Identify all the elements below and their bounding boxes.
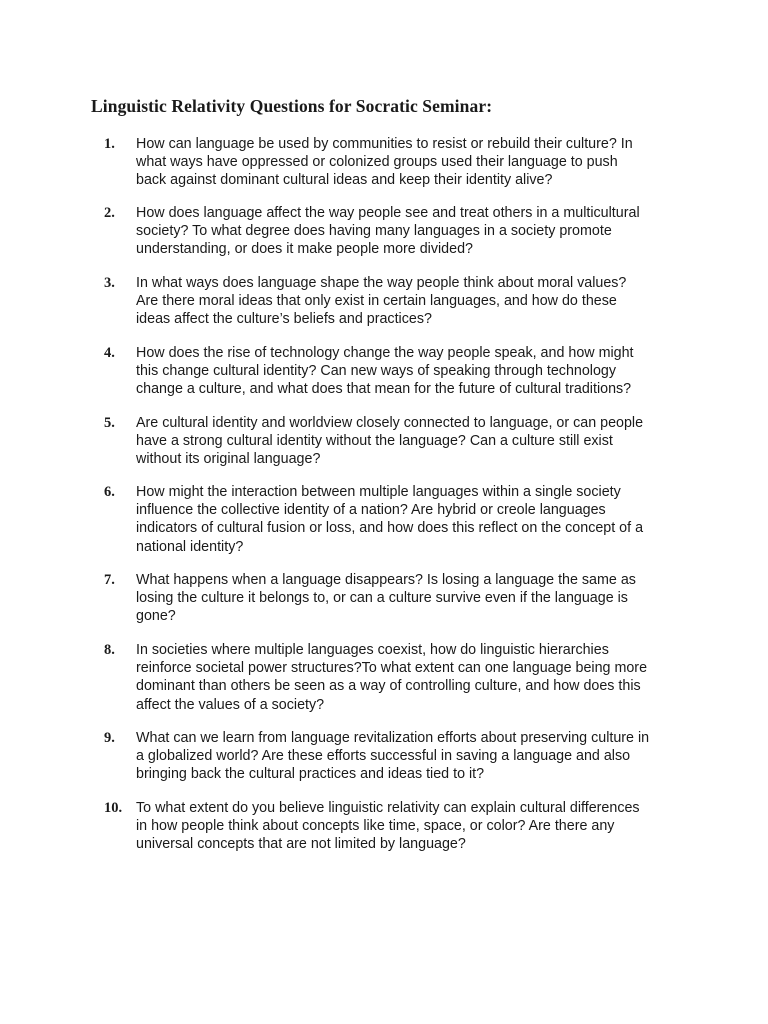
question-text: How can language be used by communities to resist or rebuild their culture? In what ways have oppressed or colonized groups used their language to push back against dominant cultural ideas and keep their identity alive?	[136, 136, 633, 189]
question-number: 4.	[104, 345, 115, 361]
question-text: What happens when a language disappears? Is losing a language the same as losing the culture it belongs to, or can a culture survive even if the language is gone?	[136, 572, 636, 625]
question-number: 2.	[104, 205, 115, 221]
document-title: Linguistic Relativity Questions for Socratic Seminar:	[91, 96, 493, 116]
question-text: In what ways does language shape the way people think about moral values? Are there moral ideas that only exist in certain languages, and how do these ideas affect the culture’s beliefs and practices?	[136, 275, 627, 328]
question-number: 10.	[104, 800, 123, 816]
question-text: Are cultural identity and worldview closely connected to language, or can people have a strong cultural identity without the language? Can a culture still exist without its original language?	[136, 415, 644, 468]
question-number: 8.	[104, 642, 115, 658]
question-text: How might the interaction between multiple languages within a single society influence the collective identity of a nation? Are hybrid or creole languages indicators of cultural fusion or loss, and how does this reflect on the concept of a national identity?	[136, 484, 644, 555]
question-number: 7.	[104, 572, 115, 588]
question-text: In societies where multiple languages coexist, how do linguistic hierarchies reinforce societal power structures?To what extent can one language being more dominant than others be seen as a way of controlling culture, and how does this affect the values of a society?	[136, 642, 648, 713]
question-text: How does language affect the way people see and treat others in a multicultural society? To what degree does having many languages in a society promote understanding, or does it make people more divided?	[136, 205, 640, 258]
question-number: 5.	[104, 415, 115, 431]
question-text: How does the rise of technology change the way people speak, and how might this change cultural identity? Can new ways of speaking through technology change a culture, and what does that mean for the future of cultural traditions?	[136, 345, 634, 398]
question-text: To what extent do you believe linguistic relativity can explain cultural differences in how people think about concepts like time, space, or color? Are there any universal concepts that are not limited by language?	[136, 800, 640, 853]
question-number: 9.	[104, 730, 115, 746]
question-number: 3.	[104, 275, 115, 291]
question-number: 1.	[104, 136, 115, 152]
question-text: What can we learn from language revitalization efforts about preserving culture in a globalized world? Are these efforts successful in saving a language and also bringing back the cultural practices and ideas tied to it?	[136, 730, 650, 783]
question-number: 6.	[104, 484, 115, 500]
